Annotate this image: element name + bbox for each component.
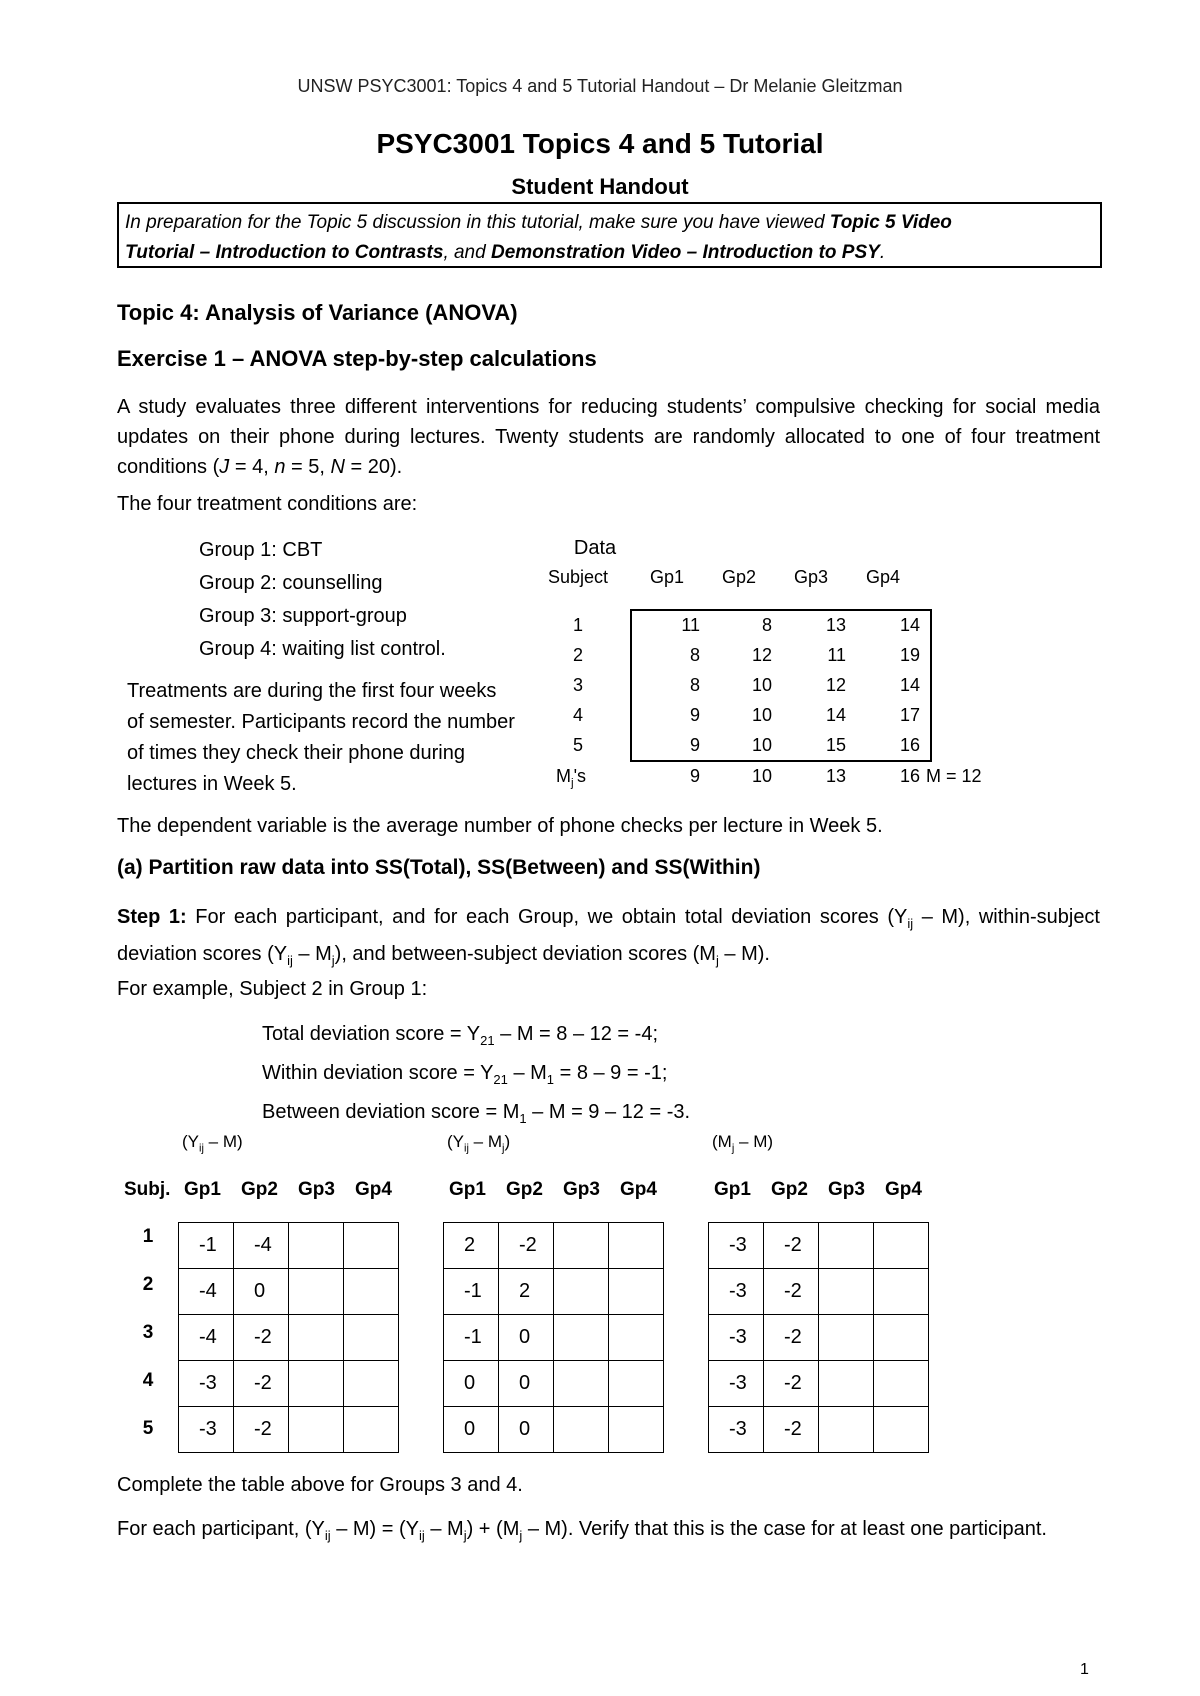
data-col-header: Gp1 bbox=[649, 567, 685, 587]
lbl-text: (Y bbox=[182, 1132, 199, 1151]
data-cell: 17 bbox=[899, 705, 920, 725]
deviation-cell[interactable] bbox=[289, 1407, 344, 1453]
deviation-cell[interactable]: -2 bbox=[234, 1361, 289, 1407]
step1-text: – M bbox=[292, 943, 332, 965]
eq-text: Between deviation score = M bbox=[262, 1101, 520, 1123]
deviation-cell[interactable] bbox=[819, 1223, 874, 1269]
table-row bbox=[444, 1315, 664, 1361]
step1-text: – M), within-subject deviation scores (Y bbox=[117, 906, 1100, 965]
data-subject-number: 1 bbox=[572, 615, 583, 635]
deviation-cell[interactable]: -3 bbox=[709, 1361, 764, 1407]
deviation-cell[interactable] bbox=[554, 1407, 609, 1453]
deviation-row-label: 2 bbox=[142, 1274, 154, 1295]
lbl-text: – M) bbox=[734, 1132, 774, 1151]
group-list bbox=[199, 534, 446, 666]
lbl-sub: j bbox=[731, 1142, 735, 1155]
deviation-cell[interactable] bbox=[289, 1315, 344, 1361]
deviation-row-label: 5 bbox=[142, 1418, 154, 1439]
deviation-cell[interactable] bbox=[874, 1269, 929, 1315]
data-cell: 10 bbox=[751, 735, 772, 755]
deviation-cell[interactable] bbox=[819, 1361, 874, 1407]
deviation-cell[interactable] bbox=[344, 1361, 399, 1407]
deviation-cell[interactable]: -3 bbox=[709, 1269, 764, 1315]
deviation-cell[interactable]: -3 bbox=[179, 1407, 234, 1453]
data-title: Data bbox=[573, 537, 617, 559]
means-label-m: M bbox=[556, 766, 571, 786]
total-deviation-line bbox=[262, 1018, 690, 1057]
deviation-cell[interactable] bbox=[819, 1407, 874, 1453]
eq-text: Within deviation score = Y bbox=[262, 1062, 494, 1084]
data-subject-header: Subject bbox=[547, 567, 609, 587]
dv-statement: The dependent variable is the average number of phone checks per lecture in Week 5. bbox=[117, 815, 883, 837]
data-cell: 14 bbox=[899, 675, 920, 695]
deviation-cell[interactable] bbox=[609, 1407, 664, 1453]
group-mean: 16 bbox=[899, 766, 920, 786]
verify-text: – M) = (Y bbox=[330, 1518, 420, 1540]
deviation-cell[interactable]: -2 bbox=[764, 1269, 819, 1315]
lbl-sub: ij bbox=[199, 1142, 204, 1155]
table-row bbox=[179, 1407, 399, 1453]
deviation-cell[interactable]: -1 bbox=[444, 1315, 499, 1361]
data-col-header: Gp3 bbox=[793, 567, 829, 587]
complete-instruction: Complete the table above for Groups 3 and 4. bbox=[117, 1474, 523, 1496]
table-row bbox=[709, 1223, 929, 1269]
total-deviation-table bbox=[178, 1222, 399, 1453]
table-row bbox=[179, 1361, 399, 1407]
table-row bbox=[444, 1269, 664, 1315]
lbl-text: (M bbox=[712, 1132, 732, 1151]
deviation-cell[interactable] bbox=[819, 1269, 874, 1315]
deviation-col-header: Gp1 bbox=[714, 1179, 751, 1200]
group-mean: 13 bbox=[825, 766, 846, 786]
table-row bbox=[179, 1315, 399, 1361]
exercise1-heading: Exercise 1 – ANOVA step-by-step calculations bbox=[117, 346, 597, 371]
deviation-cell[interactable]: -1 bbox=[444, 1269, 499, 1315]
deviation-cell[interactable] bbox=[554, 1269, 609, 1315]
page-number: 1 bbox=[1080, 1661, 1089, 1678]
table-row bbox=[179, 1269, 399, 1315]
between-deviation-table bbox=[708, 1222, 929, 1453]
deviation-cell[interactable]: -3 bbox=[709, 1407, 764, 1453]
data-cell: 12 bbox=[825, 675, 846, 695]
subj-header: Subj. bbox=[124, 1179, 171, 1200]
data-cell: 11 bbox=[827, 645, 846, 665]
lbl-text: (Y bbox=[447, 1132, 464, 1151]
deviation-row-label: 4 bbox=[142, 1370, 154, 1391]
deviation-cell[interactable] bbox=[289, 1361, 344, 1407]
verify-text: – M). Verify that this is the case for at least one participant. bbox=[522, 1518, 1047, 1540]
page-header: UNSW PSYC3001: Topics 4 and 5 Tutorial Handout – Dr Melanie Gleitzman bbox=[297, 76, 903, 96]
deviation-col-header: Gp3 bbox=[298, 1179, 335, 1200]
deviation-col-header: Gp4 bbox=[355, 1179, 392, 1200]
table-row bbox=[179, 1223, 399, 1269]
deviation-col-header: Gp3 bbox=[828, 1179, 865, 1200]
data-col-header: Gp4 bbox=[865, 567, 901, 587]
deviation-cell[interactable] bbox=[554, 1315, 609, 1361]
deviation-col-header: Gp2 bbox=[771, 1179, 808, 1200]
eq-sub: 21 bbox=[480, 1033, 495, 1048]
prep-text-2: , and bbox=[443, 242, 491, 263]
deviation-cell[interactable]: 0 bbox=[444, 1361, 499, 1407]
verify-sub: j bbox=[519, 1528, 523, 1543]
example-intro: For example, Subject 2 in Group 1: bbox=[117, 978, 428, 1000]
eq-sub: 1 bbox=[546, 1072, 555, 1087]
j-value: = 4, bbox=[229, 456, 275, 478]
step1-sub: ij bbox=[907, 916, 914, 931]
deviation-cell[interactable] bbox=[289, 1269, 344, 1315]
eq-text: – M = 8 – 12 = -4; bbox=[494, 1023, 659, 1045]
n-value: = 5, bbox=[285, 456, 331, 478]
data-subject-number: 5 bbox=[572, 735, 583, 755]
deviation-cell[interactable] bbox=[819, 1315, 874, 1361]
deviation-col-header: Gp4 bbox=[885, 1179, 922, 1200]
step1-label: Step 1: bbox=[117, 906, 187, 928]
prep-bold-3: Demonstration Video – Introduction to PSY bbox=[490, 242, 880, 263]
eq-text: = 8 – 9 = -1; bbox=[554, 1062, 668, 1084]
deviation-cell[interactable] bbox=[344, 1269, 399, 1315]
verify-sub: j bbox=[463, 1528, 467, 1543]
step1-sub: ij bbox=[287, 953, 293, 968]
deviation-cell[interactable]: -2 bbox=[764, 1223, 819, 1269]
data-col-header: Gp2 bbox=[721, 567, 757, 587]
step1-text: ), and between-subject deviation scores (M bbox=[334, 943, 716, 965]
deviation-col-header: Gp1 bbox=[449, 1179, 486, 1200]
deviation-cell[interactable]: -2 bbox=[764, 1407, 819, 1453]
means-label bbox=[556, 766, 586, 790]
deviation-cell[interactable] bbox=[874, 1361, 929, 1407]
N-value: = 20). bbox=[344, 456, 403, 478]
prep-bold-2: Tutorial – Introduction to Contrasts bbox=[125, 242, 444, 263]
deviation-cell[interactable]: -3 bbox=[709, 1223, 764, 1269]
group-item: Group 1: CBT bbox=[199, 539, 323, 561]
deviation-cell[interactable]: 2 bbox=[444, 1223, 499, 1269]
deviation-cell[interactable] bbox=[609, 1361, 664, 1407]
eq-sub: 21 bbox=[493, 1072, 508, 1087]
deviation-cell[interactable] bbox=[344, 1315, 399, 1361]
deviation-cell[interactable]: -4 bbox=[179, 1315, 234, 1361]
deviation-row-label: 1 bbox=[142, 1226, 154, 1247]
eq-text: Total deviation score = Y bbox=[262, 1023, 481, 1045]
deviation-cell[interactable]: 0 bbox=[499, 1407, 554, 1453]
total-table-label bbox=[182, 1132, 243, 1154]
deviation-cell[interactable]: 0 bbox=[499, 1361, 554, 1407]
lbl-sub: j bbox=[501, 1142, 505, 1155]
data-cell: 8 bbox=[761, 615, 772, 635]
deviation-col-header: Gp1 bbox=[184, 1179, 221, 1200]
deviation-cell[interactable] bbox=[554, 1361, 609, 1407]
deviation-col-header: Gp2 bbox=[506, 1179, 543, 1200]
step1-sub: j bbox=[715, 953, 719, 968]
verify-paragraph bbox=[117, 1514, 1100, 1551]
intro-paragraph bbox=[117, 392, 1100, 482]
deviation-cell[interactable]: -2 bbox=[764, 1361, 819, 1407]
deviation-cell[interactable]: -1 bbox=[179, 1223, 234, 1269]
prep-text-3: . bbox=[879, 242, 886, 263]
deviation-cell[interactable] bbox=[344, 1223, 399, 1269]
data-cell: 10 bbox=[751, 675, 772, 695]
table-row bbox=[444, 1361, 664, 1407]
table-row bbox=[709, 1269, 929, 1315]
deviation-cell[interactable]: -4 bbox=[234, 1223, 289, 1269]
deviation-col-header: Gp3 bbox=[563, 1179, 600, 1200]
eq-text: – M bbox=[507, 1062, 547, 1084]
n-symbol: n bbox=[274, 456, 286, 478]
eq-text: – M = 9 – 12 = -3. bbox=[526, 1101, 691, 1123]
deviation-col-header: Gp4 bbox=[620, 1179, 657, 1200]
data-cell: 14 bbox=[899, 615, 920, 635]
data-subject-number: 4 bbox=[572, 705, 583, 725]
step1-sub: j bbox=[331, 953, 335, 968]
verify-sub: ij bbox=[324, 1528, 331, 1543]
N-symbol: N bbox=[330, 456, 345, 478]
deviation-cell[interactable]: -3 bbox=[179, 1361, 234, 1407]
lbl-text: ) bbox=[504, 1132, 511, 1151]
eq-sub: 1 bbox=[519, 1111, 527, 1126]
part-a-heading: (a) Partition raw data into SS(Total), SS(Between) and SS(Within) bbox=[117, 856, 761, 879]
verify-sub: ij bbox=[419, 1528, 425, 1543]
deviation-cell[interactable] bbox=[289, 1223, 344, 1269]
lbl-text: – M) bbox=[203, 1132, 243, 1151]
verify-text: – M bbox=[424, 1518, 464, 1540]
means-label-sub: j bbox=[571, 776, 574, 790]
deviation-cell[interactable] bbox=[554, 1223, 609, 1269]
step1-text: For each participant, and for each Group, we obtain total deviation scores (Y bbox=[186, 906, 908, 928]
deviation-cell[interactable] bbox=[609, 1223, 664, 1269]
deviation-cell[interactable] bbox=[874, 1315, 929, 1361]
data-cell: 16 bbox=[899, 735, 920, 755]
data-cell: 14 bbox=[825, 705, 846, 725]
deviation-cell[interactable] bbox=[874, 1407, 929, 1453]
data-cell: 11 bbox=[681, 615, 700, 635]
deviation-cell[interactable]: -2 bbox=[234, 1407, 289, 1453]
data-cell: 15 bbox=[825, 735, 846, 755]
topic4-heading: Topic 4: Analysis of Variance (ANOVA) bbox=[117, 300, 518, 325]
treatment-note: Treatments are during the first four weeks of semester. Participants record the number of times they check their phone during lectures in Week 5. bbox=[127, 680, 515, 795]
within-deviation-table bbox=[443, 1222, 664, 1453]
prep-bold-1: Topic 5 Video bbox=[829, 212, 952, 233]
example-lines bbox=[262, 1018, 690, 1135]
intro-text: A study evaluates three different interventions for reducing students’ compulsive checking for social media updates on their phone during lectures. Twenty students are randomly allocated to one of four treatment conditions ( bbox=[117, 396, 1100, 478]
table-row bbox=[444, 1407, 664, 1453]
page-subtitle: Student Handout bbox=[511, 174, 689, 199]
deviation-cell[interactable]: -2 bbox=[499, 1223, 554, 1269]
page-title: PSYC3001 Topics 4 and 5 Tutorial bbox=[376, 128, 824, 159]
group-mean: 10 bbox=[751, 766, 772, 786]
table-row bbox=[444, 1223, 664, 1269]
data-cell: 10 bbox=[751, 705, 772, 725]
between-deviation-line bbox=[262, 1096, 690, 1135]
deviation-cell[interactable] bbox=[609, 1269, 664, 1315]
prep-text-1: In preparation for the Topic 5 discussion in this tutorial, make sure you have viewed bbox=[125, 212, 830, 233]
data-cell: 12 bbox=[751, 645, 772, 665]
deviation-cell[interactable]: 0 bbox=[234, 1269, 289, 1315]
data-cell: 8 bbox=[689, 645, 700, 665]
lbl-sub: ij bbox=[464, 1142, 469, 1155]
grand-mean: M = 12 bbox=[926, 766, 982, 786]
deviation-cell[interactable] bbox=[874, 1223, 929, 1269]
deviation-cell[interactable] bbox=[609, 1315, 664, 1361]
table-row bbox=[709, 1361, 929, 1407]
step1-paragraph bbox=[117, 902, 1100, 976]
preparation-note bbox=[117, 202, 1102, 268]
within-table-label bbox=[447, 1132, 510, 1154]
data-subject-number: 3 bbox=[572, 675, 583, 695]
deviation-cell[interactable]: -3 bbox=[709, 1315, 764, 1361]
j-symbol: J bbox=[219, 456, 230, 478]
data-cell: 8 bbox=[689, 675, 700, 695]
deviation-cell[interactable]: -2 bbox=[234, 1315, 289, 1361]
deviation-cell[interactable]: 0 bbox=[444, 1407, 499, 1453]
deviation-col-header: Gp2 bbox=[241, 1179, 278, 1200]
group-item: Group 2: counselling bbox=[199, 572, 383, 594]
group-item: Group 3: support-group bbox=[199, 605, 407, 627]
table-row bbox=[709, 1407, 929, 1453]
deviation-cell[interactable]: -4 bbox=[179, 1269, 234, 1315]
deviation-cell[interactable]: 0 bbox=[499, 1315, 554, 1361]
means-label-suffix: 's bbox=[573, 766, 587, 786]
table-row bbox=[709, 1315, 929, 1361]
data-subject-number: 2 bbox=[572, 645, 583, 665]
verify-text: ) + (M bbox=[466, 1518, 520, 1540]
lbl-text: – M bbox=[468, 1132, 502, 1151]
within-deviation-line bbox=[262, 1057, 690, 1096]
group-item: Group 4: waiting list control. bbox=[199, 638, 446, 660]
group-mean: 9 bbox=[689, 766, 700, 786]
deviation-cell[interactable] bbox=[344, 1407, 399, 1453]
verify-text: For each participant, (Y bbox=[117, 1518, 325, 1540]
data-cell: 9 bbox=[689, 705, 700, 725]
step1-text: – M). bbox=[718, 943, 770, 965]
data-cell: 9 bbox=[689, 735, 700, 755]
conditions-intro: The four treatment conditions are: bbox=[117, 493, 418, 515]
deviation-cell[interactable]: -2 bbox=[764, 1315, 819, 1361]
data-cell: 13 bbox=[825, 615, 846, 635]
data-cell: 19 bbox=[899, 645, 920, 665]
deviation-row-label: 3 bbox=[142, 1322, 154, 1343]
between-table-label bbox=[712, 1132, 773, 1154]
deviation-cell[interactable]: 2 bbox=[499, 1269, 554, 1315]
